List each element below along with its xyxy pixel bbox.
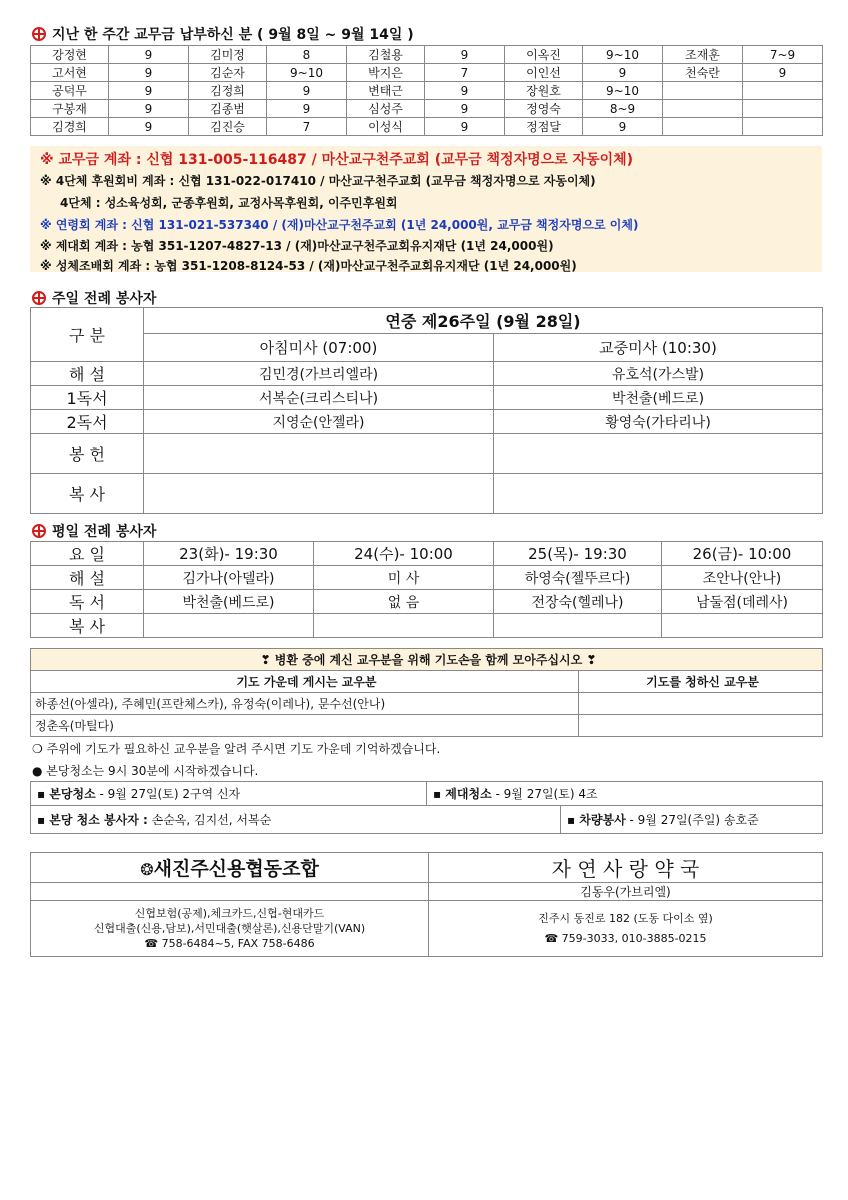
donor-name: 김정희 [189, 82, 267, 100]
volunteer-name: 김민경(가브리엘라) [144, 362, 494, 386]
donor-name: 정영숙 [505, 100, 583, 118]
donor-months: 7 [267, 118, 347, 136]
donor-months: 8 [267, 46, 347, 64]
offering-title: 지난 한 주간 교무금 납부하신 분 ( 9월 8일 ~ 9월 14일 ) [52, 27, 414, 43]
donor-name: 조재훈 [663, 46, 743, 64]
sunday-row [31, 386, 823, 410]
vehicle-service: ▪ 차량봉사 - 9월 27일(주일) 송호준 [561, 806, 823, 834]
donor-name: 정점달 [505, 118, 583, 136]
donor-months: 9 [267, 82, 347, 100]
donor-months: 9~10 [267, 64, 347, 82]
volunteer-name [314, 614, 494, 638]
donor-months: 9 [425, 82, 505, 100]
volunteer-name: 하영숙(젤뚜르다) [494, 566, 662, 590]
donor-name: 이성식 [347, 118, 425, 136]
donor-name: 김진승 [189, 118, 267, 136]
weekday-table [30, 541, 823, 638]
donor-name: 박지은 [347, 64, 425, 82]
donor-months: 9~10 [583, 82, 663, 100]
offering-row [31, 100, 823, 118]
role-label: 복 사 [31, 614, 144, 638]
main-mass-header: 교중미사 (10:30) [494, 334, 823, 362]
prayer-col1: 기도 가운데 게시는 교우분 [31, 671, 579, 693]
volunteer-name [494, 614, 662, 638]
day-header: 23(화)- 19:30 [144, 542, 314, 566]
donor-months: 9 [743, 64, 823, 82]
offering-section-title [32, 24, 414, 44]
volunteer-name: 없 음 [314, 590, 494, 614]
volunteer-name: 유호석(가스발) [494, 362, 823, 386]
role-label: 2독서 [31, 410, 144, 434]
donor-name: 강정현 [31, 46, 109, 64]
donor-months: 9 [425, 46, 505, 64]
volunteer-name [144, 434, 494, 474]
day-header: 26(금)- 10:00 [662, 542, 823, 566]
sunday-table [30, 307, 823, 514]
role-label: 독 서 [31, 590, 144, 614]
donor-months: 9 [109, 82, 189, 100]
volunteer-name [144, 474, 494, 514]
donor-months [743, 100, 823, 118]
donor-name: 김철용 [347, 46, 425, 64]
donor-name: 김순자 [189, 64, 267, 82]
cleaning-volunteers: ▪ 본당 청소 봉사자 : 손순옥, 김지선, 서복순 [31, 806, 561, 834]
donor-name: 공덕무 [31, 82, 109, 100]
sunday-row [31, 362, 823, 386]
volunteer-name [494, 474, 823, 514]
pharmacy-info: 진주시 동진로 182 (도동 다이소 옆) ☎ 759-3033, 010-3885-0215 [429, 901, 823, 957]
volunteer-name: 김가나(아델라) [144, 566, 314, 590]
offering-row [31, 118, 823, 136]
donor-name: 이옥진 [505, 46, 583, 64]
volunteer-name: 황영숙(가타리나) [494, 410, 823, 434]
donor-months: 9 [583, 118, 663, 136]
cross-icon [32, 27, 46, 41]
donor-months: 9 [267, 100, 347, 118]
donor-name: 김경희 [31, 118, 109, 136]
donor-months [743, 82, 823, 100]
donor-name: 장원호 [505, 82, 583, 100]
offering-account: ※ 교무금 계좌 : 신협 131-005-116487 / 마산교구천주교회 (교무금 책정자명으로 자동이체) [40, 152, 634, 168]
donor-months: 7 [425, 64, 505, 82]
credit-union-info: 신협보험(공제),체크카드,신협-현대카드 신협대출(신용,담보),서민대출(햇살론),신용단말기(VAN) ☎ 758-6484~5, FAX 758-6486 [31, 901, 429, 957]
requester-names [579, 715, 823, 737]
credit-union-title: ❂새진주신용협동조합 [31, 853, 429, 883]
prayer-row [31, 693, 823, 715]
volunteer-name: 미 사 [314, 566, 494, 590]
volunteer-name: 지영순(안젤라) [144, 410, 494, 434]
donor-name: 변태근 [347, 82, 425, 100]
sunday-row [31, 410, 823, 434]
gubun-header: 구 분 [31, 308, 144, 362]
donor-months: 9 [425, 118, 505, 136]
donor-name: 고서현 [31, 64, 109, 82]
account-notice [30, 146, 822, 272]
volunteer-name: 박천출(베드로) [494, 386, 823, 410]
donor-months [743, 118, 823, 136]
donor-months: 8~9 [583, 100, 663, 118]
morning-mass-header: 아침미사 (07:00) [144, 334, 494, 362]
offering-row [31, 82, 823, 100]
donor-months: 9 [583, 64, 663, 82]
pharmacy-title: 자 연 사 랑 약 국 [429, 853, 823, 883]
offering-row [31, 46, 823, 64]
credit-union-logo-icon: ❂ [140, 860, 154, 879]
donor-months: 9 [425, 100, 505, 118]
sunday-section-title: 주일 전례 봉사자 [32, 288, 156, 308]
donor-months: 9 [109, 46, 189, 64]
offering-row [31, 64, 823, 82]
role-label: 봉 헌 [31, 434, 144, 474]
pharmacy-owner: 김동우(가브리엘) [429, 883, 823, 901]
requester-names [579, 693, 823, 715]
ads-left-blank [31, 883, 429, 901]
donor-name: 김종범 [189, 100, 267, 118]
volunteer-name: 서복순(크리스티나) [144, 386, 494, 410]
donor-name [663, 118, 743, 136]
volunteer-name [494, 434, 823, 474]
role-label: 해 설 [31, 566, 144, 590]
donor-name: 김미정 [189, 46, 267, 64]
role-label: 1독서 [31, 386, 144, 410]
week-header: 연중 제26주일 (9월 28일) [144, 308, 823, 334]
cleaning-table [30, 781, 823, 834]
donor-name: 심성주 [347, 100, 425, 118]
prayer-table [30, 648, 823, 737]
volunteer-name: 남둘점(데레사) [662, 590, 823, 614]
group-list: 4단체 : 성소육성회, 군종후원회, 교정사목후원회, 이주민후원회 [60, 196, 398, 210]
prayer-note: ❍ 주위에 기도가 필요하신 교우분을 알려 주시면 기도 가운데 기억하겠습니다. [32, 742, 441, 756]
prayer-names: 정춘옥(마틸다) [31, 715, 579, 737]
donor-months: 9 [109, 100, 189, 118]
volunteer-name [662, 614, 823, 638]
prayer-col2: 기도를 청하신 교우분 [579, 671, 823, 693]
donor-months: 7~9 [743, 46, 823, 64]
altar-account: ※ 제대회 계좌 : 농협 351-1207-4827-13 / (재)마산교구천주교회유지재단 (1년 24,000원) [40, 239, 554, 253]
adoration-account: ※ 성체조배회 계좌 : 농협 351-1208-8124-53 / (재)마산교구천주교회유지재단 (1년 24,000원) [40, 259, 577, 273]
donor-months: 9 [109, 64, 189, 82]
donor-name [663, 100, 743, 118]
weekday-row [31, 590, 823, 614]
group-account: ※ 4단체 후원회비 계좌 : 신협 131-022-017410 / 마산교구천주교회 (교무금 책정자명으로 자동이체) [40, 174, 596, 188]
volunteer-name: 전장숙(헬레나) [494, 590, 662, 614]
prayer-row [31, 715, 823, 737]
weekday-section-title: 평일 전례 봉사자 [32, 521, 156, 541]
donor-months: 9 [109, 118, 189, 136]
role-label: 해 설 [31, 362, 144, 386]
donor-name [663, 82, 743, 100]
volunteer-name: 조안나(안나) [662, 566, 823, 590]
sunday-row [31, 434, 823, 474]
church-cleaning: ▪ 본당청소 - 9월 27일(토) 2구역 신자 [31, 782, 427, 806]
ads-table [30, 852, 823, 957]
day-header: 25(목)- 19:30 [494, 542, 662, 566]
donor-name: 천숙란 [663, 64, 743, 82]
weekday-row [31, 566, 823, 590]
altar-cleaning: ▪ 제대청소 - 9월 27일(토) 4조 [427, 782, 823, 806]
sunday-row [31, 474, 823, 514]
volunteer-name [144, 614, 314, 638]
weekday-header-row [31, 542, 823, 566]
prayer-banner: ❣ 병환 중에 계신 교우분을 위해 기도손을 함께 모아주십시오 ❣ [31, 649, 823, 671]
role-label: 요 일 [31, 542, 144, 566]
cross-icon [32, 524, 46, 538]
day-header: 24(수)- 10:00 [314, 542, 494, 566]
cross-icon [32, 291, 46, 305]
donor-name: 구봉재 [31, 100, 109, 118]
offering-table [30, 45, 823, 136]
volunteer-name: 박천출(베드로) [144, 590, 314, 614]
cleaning-note: ● 본당청소는 9시 30분에 시작하겠습니다. [32, 764, 259, 778]
prayer-names: 하종선(아셀라), 주혜민(프란체스카), 유정숙(이레나), 문수선(안나) [31, 693, 579, 715]
donor-months: 9~10 [583, 46, 663, 64]
role-label: 복 사 [31, 474, 144, 514]
funeral-account: ※ 연령회 계좌 : 신협 131-021-537340 / (재)마산교구천주교회 (1년 24,000원, 교무금 책정자명으로 이체) [40, 218, 639, 232]
weekday-row [31, 614, 823, 638]
donor-name: 이인선 [505, 64, 583, 82]
